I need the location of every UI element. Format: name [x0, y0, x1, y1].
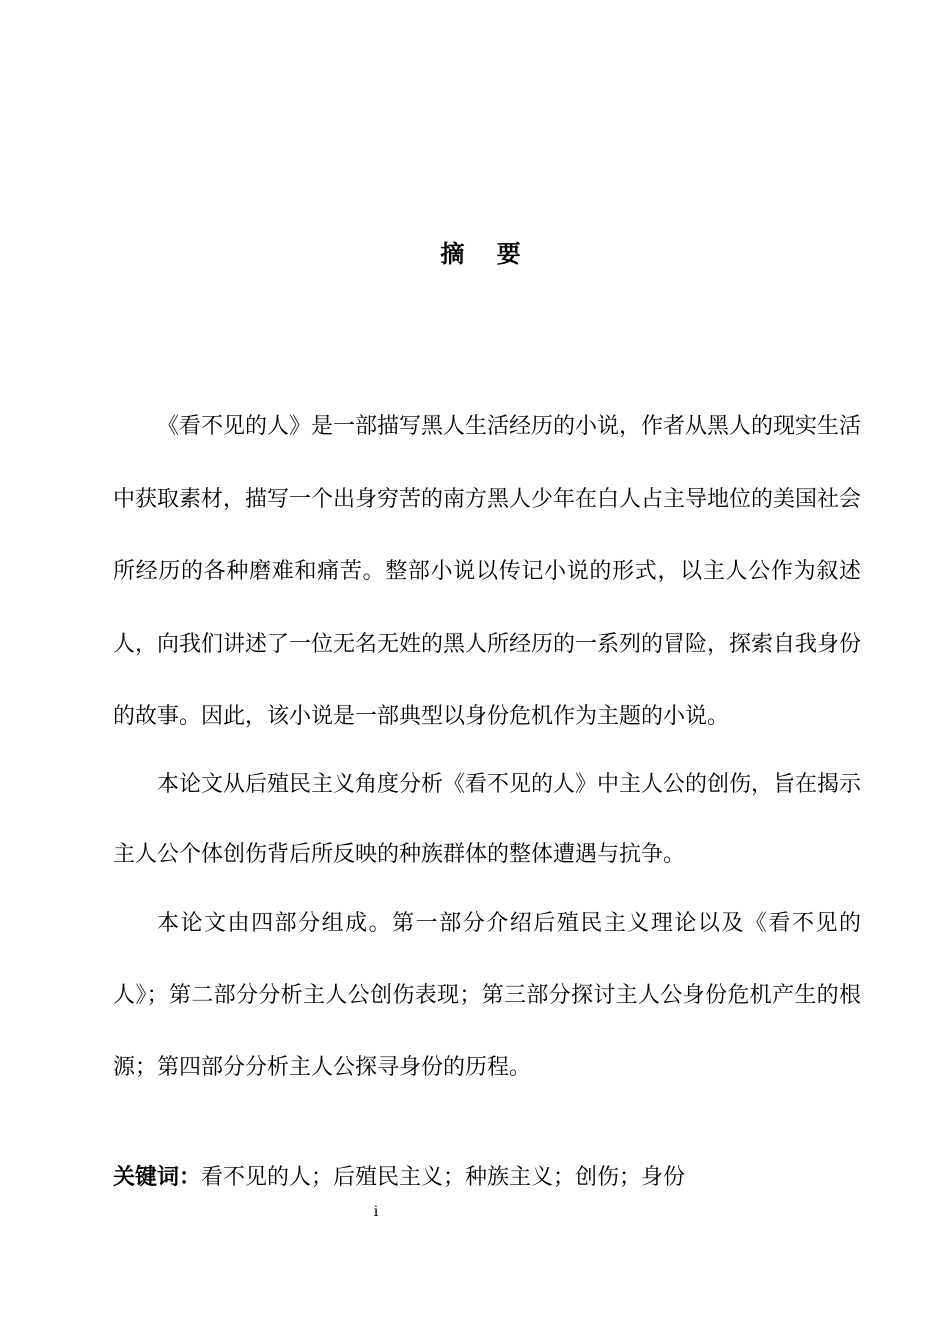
page-title: 摘 要 — [440, 240, 533, 268]
abstract-paragraph-2: 本论文从后殖民主义角度分析《看不见的人》中主人公的创伤，旨在揭示主人公个体创伤背后所反映的种族群体的整体遭遇与抗争。 — [113, 772, 862, 867]
keywords-line — [113, 1162, 685, 1194]
page-number: i — [373, 1204, 379, 1220]
keywords-label: 关键词： — [113, 1165, 202, 1190]
abstract-paragraph-1: 《看不见的人》是一部描写黑人生活经历的小说，作者从黑人的现实生活中获取素材，描写一个出身穷苦的南方黑人少年在白人占主导地位的美国社会所经历的各种磨难和痛苦。整部小说以传记小说的形式，以主人公作为叙述人，向我们讲述了一位无名无姓的黑人所经历的一系列的冒险，探索自我身份的故事。因此，该小说是一部典型以身份危机作为主题的小说。 — [113, 414, 862, 729]
abstract-paragraph-3: 本论文由四部分组成。第一部分介绍后殖民主义理论以及《看不见的人》；第二部分分析主人公创伤表现；第三部分探讨主人公身份危机产生的根源；第四部分分析主人公探寻身份的历程。 — [113, 911, 861, 1080]
keywords-text: 看不见的人；后殖民主义；种族主义；创伤；身份 — [201, 1165, 686, 1190]
